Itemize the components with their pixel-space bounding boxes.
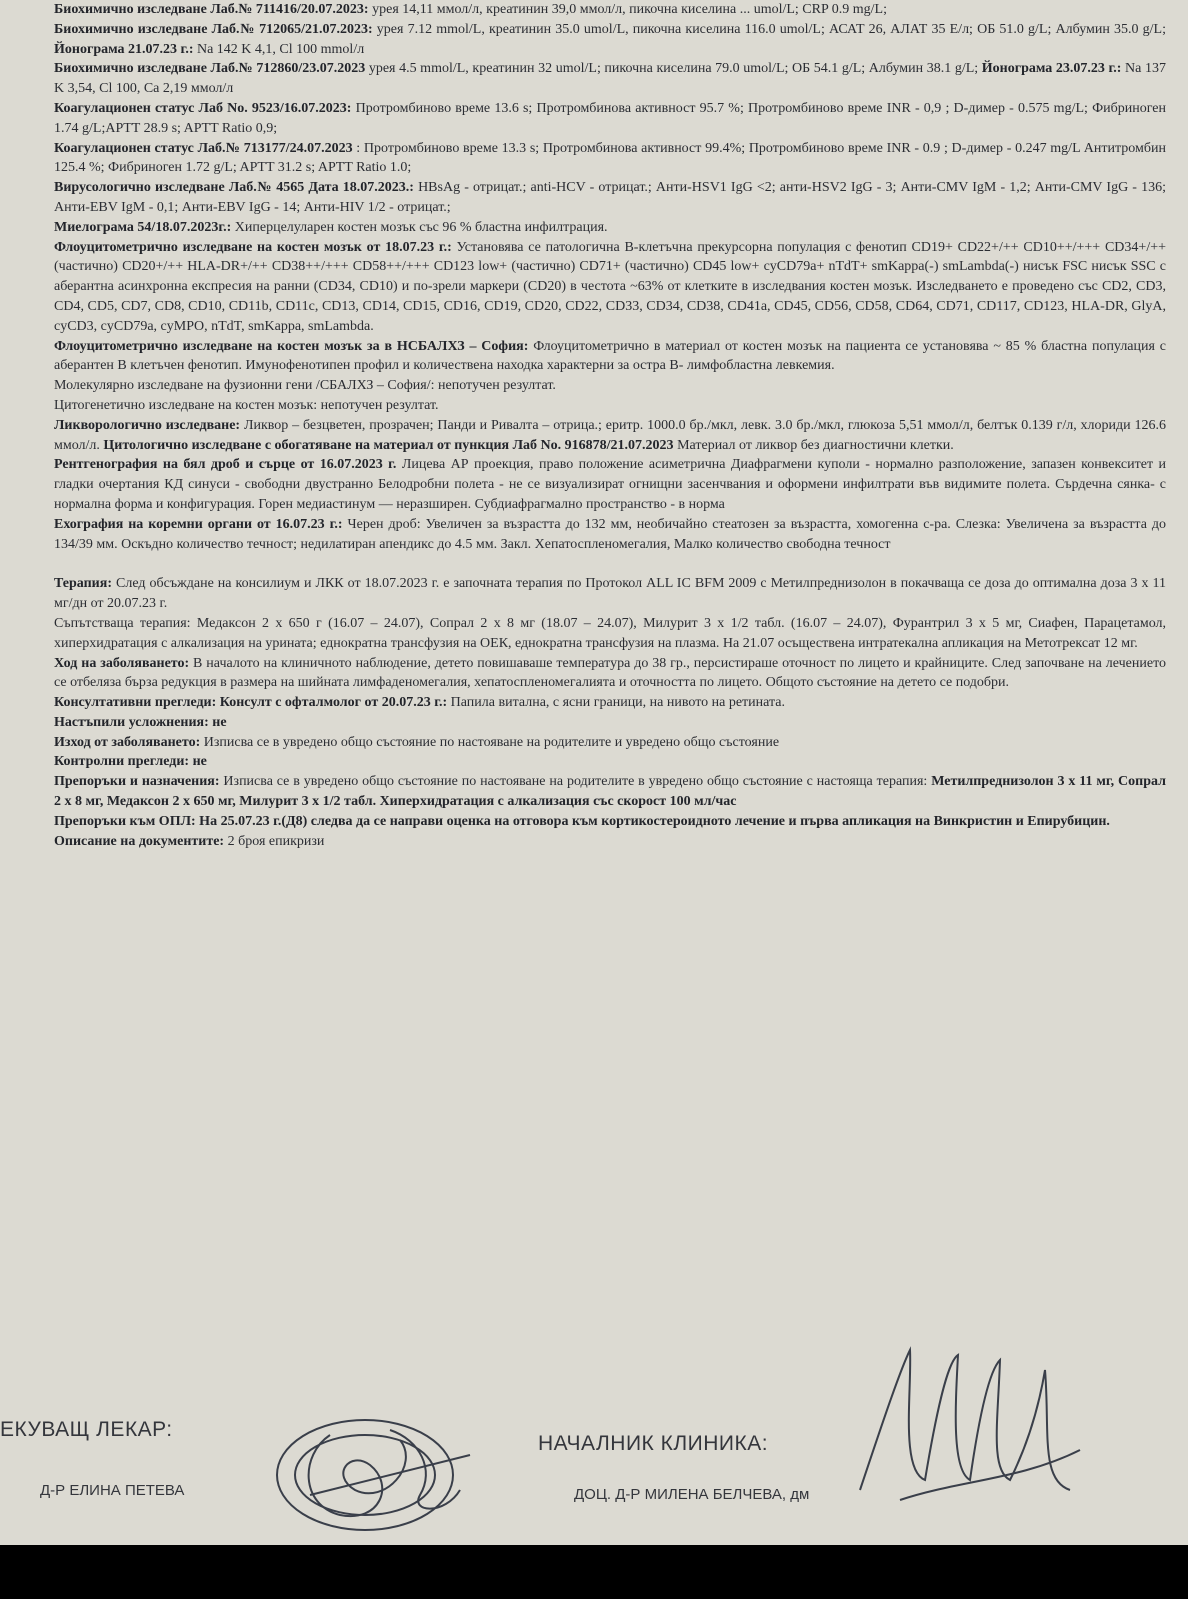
- treating-doctor-signature: [270, 1395, 500, 1545]
- paragraph-p14: [54, 515, 1166, 555]
- text-run: урея 14,11 ммол/л, креатинин 39,0 ммол/л, пикочна киселина ... umol/L; CRP 0.9 mg/L;: [368, 2, 887, 17]
- bold-label: Препоръки към ОПЛ: На 25.07.23 г.(Д8) следва да се направи оценка на отговора към кортикостероидното лечение и първа апликация на Винкристин и Епирубицин.: [54, 813, 1110, 829]
- treating-doctor-title: ЕКУВАЩ ЛЕКАР:: [0, 1418, 173, 1441]
- text-run: След обсъждане на консилиум и ЛКК от 18.07.2023 г. е започната терапия по Протокол ALL IC BFM 2009 с Метилпреднизолон в покачваща се доза до оптимална доза 3 х 11 мг/дн от 20.07.23 г.: [54, 576, 1166, 612]
- bold-label: Биохимично изследване Лаб.№ 712860/23.07.2023: [54, 61, 366, 77]
- clinic-head-signature: [840, 1330, 1100, 1530]
- text-run: Съпътстваща терапия: Медаксон 2 х 650 г (16.07 – 24.07), Сопрал 2 х 8 мг (18.07 – 24.07), Милурит 3 х 1/2 табл. (16.07 – 24.07), Фурантрил 3 х 5 мг, Сиафен, Парацетамол, хиперхидратация с алкализация на урината; еднократна трансфузия на ОЕК, еднократна трансфузия на плазма. На 21.07 осъществена интратекална апликация на Метотрексат 12 мг.: [54, 615, 1166, 651]
- clinic-head-title: НАЧАЛНИК КЛИНИКА:: [538, 1432, 769, 1455]
- paragraph-q07: [54, 752, 1166, 772]
- bold-label: Препоръки и назначения:: [54, 774, 220, 790]
- paragraph-p02: [54, 20, 1166, 60]
- paragraph-q04: [54, 693, 1166, 713]
- paragraph-p01: [54, 0, 1166, 20]
- bold-label: Настъпили усложнения: не: [54, 714, 227, 730]
- document-body: [54, 0, 1166, 851]
- paragraph-p10: [54, 376, 1166, 396]
- text-run: Протромбиново време 13.6 s; Протромбинова активност 95.7 %; Протромбиново време INR - 0,9 ; D-димер - 0.575 mg/L; Фибриноген 1.74 g/L;APTT 28.9 s; APTT Ratio 0,9;: [54, 100, 1167, 136]
- text-run: Изписва се в увредено общо състояние по настояване на родителите в увредено общо състояние с настояща терапия:: [219, 774, 932, 790]
- text-run: Флоуцитометрично в материал от костен мозък на пациента се установява ~ 85 % бластна популация с аберантен В клетъчен фенотип. Имунофенотипен профил и количествена находка характерни за остра В- лимфобластна левкемия.: [54, 338, 1166, 374]
- text-run: Установява се патологична В-клетъчна прекурсорна популация с фенотип CD19+ CD22+/++ CD10++/+++ CD34+/++ (частично) CD20+/++ HLA-DR+/++ CD38++/+++ CD58++/+++ CD123 low+ (частично) CD71+ (частично) CD45 low+ cyCD79a+ nTdT+ smKappa(-) smLambda(-) нисък FSC нисък SSC с аберантна асинхронна експресия на ранни (CD34, CD10) и по-зрели маркери (CD20) в честота ~63% от клетките в изследвания костен мозък. Изследването е проведено със CD2, CD3, CD4, CD5, CD7, CD8, CD10, CD11b, CD11c, CD13, CD14, CD15, CD16, CD19, CD20, CD22, CD33, CD34, CD38, CD41a, CD45, CD56, CD58, CD64, CD71, CD117, CD123, HLA-DR, GlyA, cyCD3, cyCD79a, cyMPO, nTdT, smKappa, smLambda.: [54, 239, 1166, 334]
- text-run: урея 4.5 mmol/L, креатинин 32 umol/L; пикочна киселина 79.0 umol/L; ОБ 54.1 g/L; Албумин 38.1 g/L;: [365, 61, 982, 77]
- paragraph-p08: [54, 238, 1166, 337]
- bold-label: Изход от заболяването:: [54, 734, 201, 750]
- bold-label: Терапия:: [54, 576, 112, 592]
- therapy-section: [54, 574, 1166, 851]
- bold-label: Цитологично изследване с обогатяване на материал от пункция Лаб No. 916878/21.07.2023: [103, 437, 674, 453]
- bold-label: Биохимично изследване Лаб.№ 711416/20.07.2023:: [54, 2, 369, 17]
- bold-label: Миелограма 54/18.07.2023г.:: [54, 219, 232, 235]
- paragraph-q08: [54, 772, 1166, 812]
- paragraph-p03: [54, 59, 1166, 99]
- paragraph-q03: [54, 654, 1166, 694]
- text-run: Папила витална, с ясни граници, на нивото на ретината.: [447, 695, 786, 711]
- text-run: Na 142 K 4,1, Cl 100 mmol/л: [193, 41, 365, 57]
- text-run: HBsAg - отрицат.; anti-HCV - отрицат.; Анти-HSV1 IgG <2; анти-HSV2 IgG - 3; Анти-CMV IgM - 1,2; Анти-CMV IgG - 136; Анти-EBV IgM - 0,1; Анти-EBV IgG - 14; Анти-HIV 1/2 - отрицат.;: [54, 180, 1166, 215]
- text-run: Изписва се в увредено общо състояние по настояване на родителите и увредено общо състояние: [200, 734, 780, 750]
- paragraph-p06: [54, 178, 1166, 218]
- paragraph-p13: [54, 455, 1166, 514]
- bold-label: Биохимично изследване Лаб.№ 712065/21.07.2023:: [54, 21, 373, 37]
- text-run: Молекулярно изследване на фузионни гени /СБАЛХЗ – София/: непотучен резултат.: [54, 378, 556, 394]
- paragraph-q02: [54, 614, 1166, 654]
- paragraph-q01: [54, 574, 1166, 614]
- bold-label: Контролни прегледи: не: [54, 754, 207, 770]
- bold-label: Йонограма 23.07.23 г.:: [981, 61, 1122, 77]
- bold-label: Йонограма 21.07.23 г.:: [54, 41, 194, 57]
- text-run: Хиперцелуларен костен мозък със 96 % бластна инфилтрация.: [231, 219, 608, 235]
- paragraph-p11: [54, 396, 1166, 416]
- bold-label: Метилпреднизолон 3 х 11 мг, Сопрал 2 х 8 мг, Медаксон 2 х 650 мг, Милурит 3 х 1/2 табл. Хиперхидратация с алкализация със скорост 100 мл/час: [54, 774, 1167, 810]
- text-run: Материал от ликвор без диагностични клетки.: [673, 437, 954, 453]
- section-gap: [54, 554, 1166, 574]
- bold-label: Вирусологично изследване Лаб.№ 4565 Дата 18.07.2023.:: [54, 180, 414, 196]
- bold-label: Описание на документите:: [54, 833, 225, 849]
- paragraph-p12: [54, 416, 1166, 456]
- text-run: Черен дроб: Увеличен за възрастта до 132 мм, необичайно стеатозен за възрастта, хомогенна с-ра. Слезка: Увеличена за възрастта до 134/39 мм. Оскъдно количество течност; недилатиран апендикс до 4.5 мм. Закл. Хепатоспленомегалия, Малко количество свободна течност: [54, 516, 1166, 552]
- text-run: Цитогенетично изследване на костен мозък: непотучен резултат.: [54, 397, 439, 413]
- text-run: В началото на клиничното наблюдение, детето повишаваше температура до 38 гр., персистираше оточност по лицето и крайниците. След започване на лечението се отбеляза бърза редукция в размера на шийната лимфаденомегалия, хепатоспленомегалията и оточността по лицето. Общото състояние на детето се подобри.: [54, 655, 1166, 691]
- text-run: Ликвор – безцветен, прозрачен; Панди и Ривалта – отрица.; еритр. 1000.0 бр./мкл, левк. 3.0 бр./мкл, глюкоза 5,51 ммол/л, белтък 0.139 г/л, хлориди 126.6 ммол/л.: [54, 417, 1167, 453]
- text-run: Na 137 K 3,54, Cl 100, Ca 2,19 ммол/л: [54, 61, 1166, 97]
- bold-label: Ехография на коремни органи от 16.07.23 г.:: [54, 516, 343, 532]
- paragraph-q06: [54, 733, 1166, 753]
- lab-results-section: [54, 0, 1166, 554]
- bold-label: Рентгенография на бял дроб и сърце от 16.07.2023 г.: [54, 457, 397, 473]
- paragraph-p07: [54, 218, 1166, 238]
- bold-label: Ход на заболяването:: [54, 655, 190, 671]
- bold-label: Флоуцитометрично изследване на костен мозък за в НСБАЛХЗ – София:: [54, 338, 529, 354]
- bold-label: Флоуцитометрично изследване на костен мозък от 18.07.23 г.:: [54, 239, 452, 255]
- treating-doctor-name: Д-Р ЕЛИНА ПЕТЕВА: [40, 1482, 185, 1499]
- paragraph-p09: [54, 337, 1166, 377]
- text-run: Лицева АР проекция, право положение асиметрична Диафрагмени куполи - нормално разположение, запазен конвекситет и гладки очертания КД синуси - свободни двустранно Белодробни полета - не се визуализират огнищни засенчвания и оформени инфилтрати във видимите полета. Сърдечна сянка- с нормална форма и конфигурация. Горен медиастинум — неразширен. Субдиафрагмално пространство - в норма: [54, 457, 1166, 512]
- clinic-head-name: ДОЦ. Д-Р МИЛЕНА БЕЛЧЕВА, дм: [574, 1486, 810, 1503]
- paragraph-q05: [54, 713, 1166, 733]
- paragraph-p05: [54, 139, 1166, 179]
- bold-label: Коагулационен статус Лаб.№ 713177/24.07.2023: [54, 140, 353, 156]
- paragraph-p04: [54, 99, 1166, 139]
- bold-label: Коагулационен статус Лаб No. 9523/16.07.2023:: [54, 100, 352, 116]
- bold-label: Консултативни прегледи: Консулт с офталмолог от 20.07.23 г.:: [54, 695, 448, 711]
- paragraph-q10: [54, 832, 1166, 852]
- bold-label: Ликворологично изследване:: [54, 417, 241, 433]
- paragraph-q09: [54, 812, 1166, 832]
- text-run: урея 7.12 mmol/L, креатинин 35.0 umol/L, пикочна киселина 116.0 umol/L; АСАТ 26, АЛАТ 35 Е/л; ОБ 51.0 g/L; Албумин 35.0 g/L;: [372, 21, 1167, 37]
- text-run: : Протромбиново време 13.3 s; Протромбинова активност 99.4%; Протромбиново време INR - 0.9 ; D-димер - 0.247 mg/L Антитромбин 125.4 %; Фибриноген 1.72 g/L; APTT 31.2 s; APTT Ratio 1.0;: [54, 140, 1167, 176]
- text-run: 2 броя епикризи: [224, 833, 325, 849]
